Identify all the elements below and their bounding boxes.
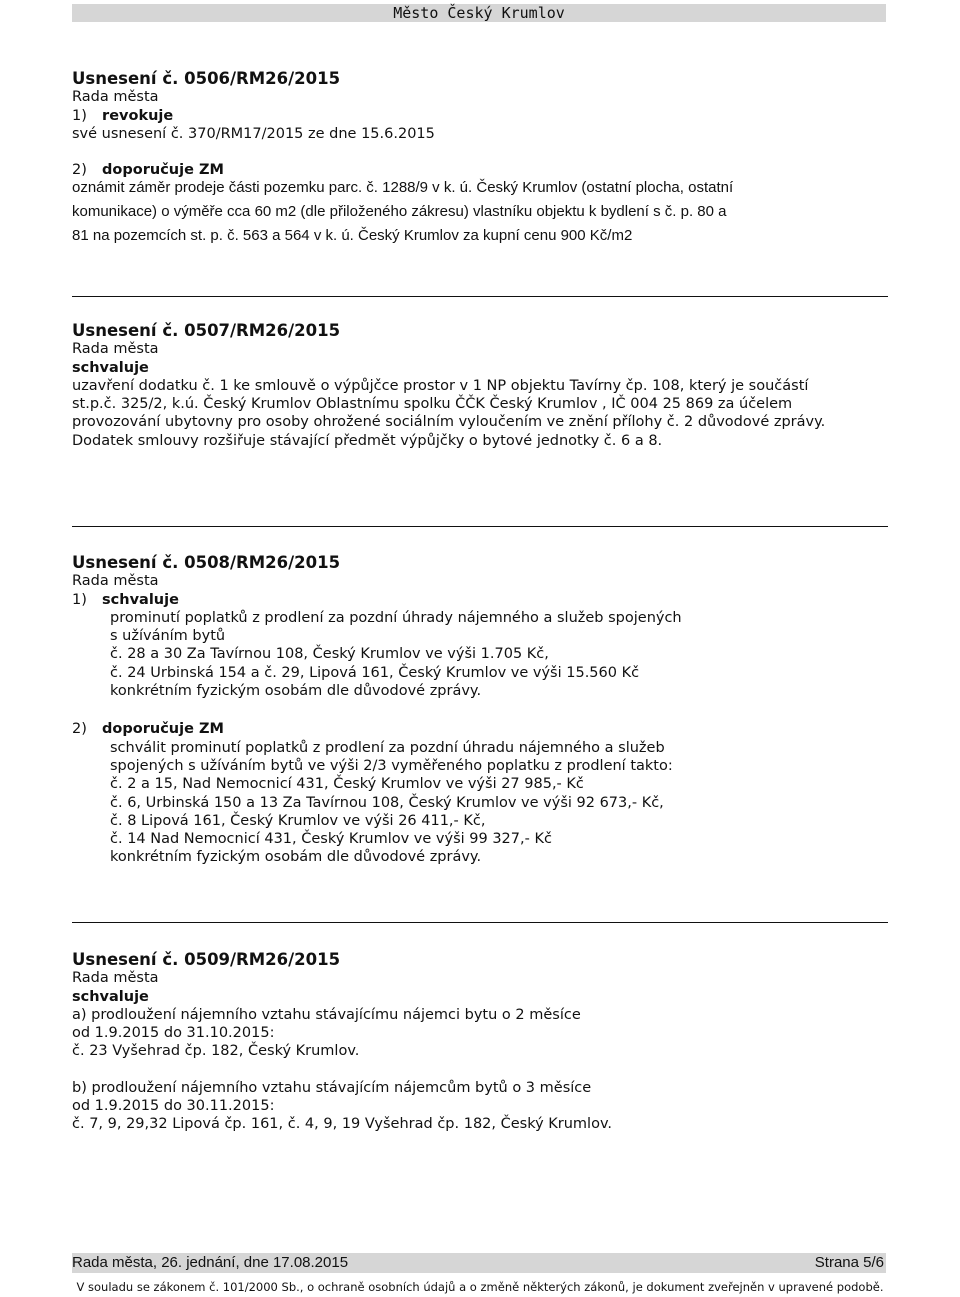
resolution-title: Usnesení č. 0508/RM26/2015 [72, 553, 341, 572]
resolution-0507 [72, 322, 890, 450]
item-number: 2) [72, 721, 87, 738]
option-b-line: č. 7, 9, 29,32 Lipová čp. 161, č. 4, 9, 19 Vyšehrad čp. 182, Český Krumlov. [72, 1116, 613, 1133]
section-divider [72, 296, 888, 297]
item-2-line: konkrétním fyzickým osobám dle důvodové zprávy. [110, 849, 482, 866]
section-divider [72, 526, 888, 527]
item-1-line: s užíváním bytů [110, 628, 226, 645]
option-b-line: b) prodloužení nájemního vztahu stávajícím nájemcům bytů o 3 měsíce [72, 1079, 592, 1096]
resolution-verb: schvaluje [72, 359, 149, 376]
item-2-line: č. 14 Nad Nemocnicí 431, Český Krumlov ve výši 99 327,- Kč [110, 831, 552, 848]
item-number: 2) [72, 162, 87, 179]
option-a-line: a) prodloužení nájemního vztahu stávajícímu nájemci bytu o 2 měsíce [72, 1006, 581, 1023]
item-1-header [72, 591, 890, 609]
resolution-0509 [72, 951, 890, 1134]
resolution-line: uzavření dodatku č. 1 ke smlouvě o výpůjčce prostor v 1 NP objektu Tavírny čp. 108, který je součástí [72, 377, 809, 394]
item-2-line: oznámit záměr prodeje části pozemku parc. č. 1288/9 v k. ú. Český Krumlov (ostatní plocha, ostatní [72, 179, 734, 197]
option-a-line: od 1.9.2015 do 31.10.2015: [72, 1025, 275, 1042]
resolution-line: provozování ubytovny pro osoby ohrožené sociálním vyloučením ve znění přílohy č. 2 důvodové zprávy. [72, 414, 826, 431]
resolution-verb: schvaluje [72, 988, 149, 1005]
option-b-line: od 1.9.2015 do 30.11.2015: [72, 1098, 275, 1115]
item-2-line: 81 na pozemcích st. p. č. 563 a 564 v k. ú. Český Krumlov za kupní cenu 900 Kč/m2 [72, 226, 633, 244]
item-1-line: prominutí poplatků z prodlení za pozdní úhrady nájemného a služeb spojených [110, 609, 682, 626]
legal-notice: V souladu se zákonem č. 101/2000 Sb., o ochraně osobních údajů a o změně některých zákonů, je dokument zveřejněn v upravené podobě. [76, 1280, 884, 1294]
resolution-0506 [72, 70, 890, 247]
page-header [72, 4, 886, 22]
footer-meeting: Rada města, 26. jednání, dne 17.08.2015 [72, 1254, 349, 1271]
item-2-line: č. 6, Urbinská 150 a 13 Za Tavírnou 108, Český Krumlov ve výši 92 673,- Kč, [110, 794, 664, 811]
item-verb: doporučuje ZM [102, 162, 224, 179]
footer-page-number: Strana 5/6 [814, 1254, 884, 1271]
resolution-title: Usnesení č. 0506/RM26/2015 [72, 69, 341, 88]
resolution-body: Rada města [72, 573, 159, 590]
resolution-body: Rada města [72, 970, 159, 987]
resolution-0508 [72, 554, 890, 867]
item-2-line: komunikace) o výměře cca 60 m2 (dle přiloženého zákresu) vlastníku objektu k bydlení s č. p. 80 a [72, 202, 727, 220]
resolution-body: Rada města [72, 89, 159, 106]
item-number: 1) [72, 591, 87, 608]
page-footer [72, 1253, 886, 1273]
item-2-line: schválit prominutí poplatků z prodlení za pozdní úhradu nájemného a služeb [110, 739, 665, 756]
resolution-title: Usnesení č. 0509/RM26/2015 [72, 950, 341, 969]
header-title: Město Český Krumlov [393, 4, 565, 22]
resolution-line: Dodatek smlouvy rozšiřuje stávající předmět výpůjčky o bytové jednotky č. 6 a 8. [72, 432, 663, 449]
item-2-header [72, 161, 890, 179]
item-2-header [72, 720, 890, 738]
resolution-body: Rada města [72, 341, 159, 358]
item-verb: schvaluje [102, 591, 179, 608]
item-1-line: konkrétním fyzickým osobám dle důvodové zprávy. [110, 683, 482, 700]
resolution-line: st.p.č. 325/2, k.ú. Český Krumlov Oblastnímu spolku ČČK Český Krumlov , IČ 004 25 869 za účelem [72, 396, 793, 413]
item-verb: revokuje [102, 107, 174, 124]
item-2-line: spojených s užíváním bytů ve výši 2/3 vyměřeného poplatku z prodlení takto: [110, 757, 673, 774]
item-verb: doporučuje ZM [102, 721, 224, 738]
item-1-text: své usnesení č. 370/RM17/2015 ze dne 15.6.2015 [72, 125, 435, 142]
section-divider [72, 922, 888, 923]
item-1-line: č. 28 a 30 Za Tavírnou 108, Český Krumlov ve výši 1.705 Kč, [110, 646, 549, 663]
item-1-line: č. 24 Urbinská 154 a č. 29, Lipová 161, Český Krumlov ve výši 15.560 Kč [110, 664, 640, 681]
item-2-line: č. 2 a 15, Nad Nemocnicí 431, Český Krumlov ve výši 27 985,- Kč [110, 776, 584, 793]
option-a-line: č. 23 Vyšehrad čp. 182, Český Krumlov. [72, 1043, 360, 1060]
resolution-title: Usnesení č. 0507/RM26/2015 [72, 321, 341, 340]
item-1-header [72, 107, 890, 125]
item-number: 1) [72, 107, 87, 124]
item-2-line: č. 8 Lipová 161, Český Krumlov ve výši 26 411,- Kč, [110, 812, 486, 829]
